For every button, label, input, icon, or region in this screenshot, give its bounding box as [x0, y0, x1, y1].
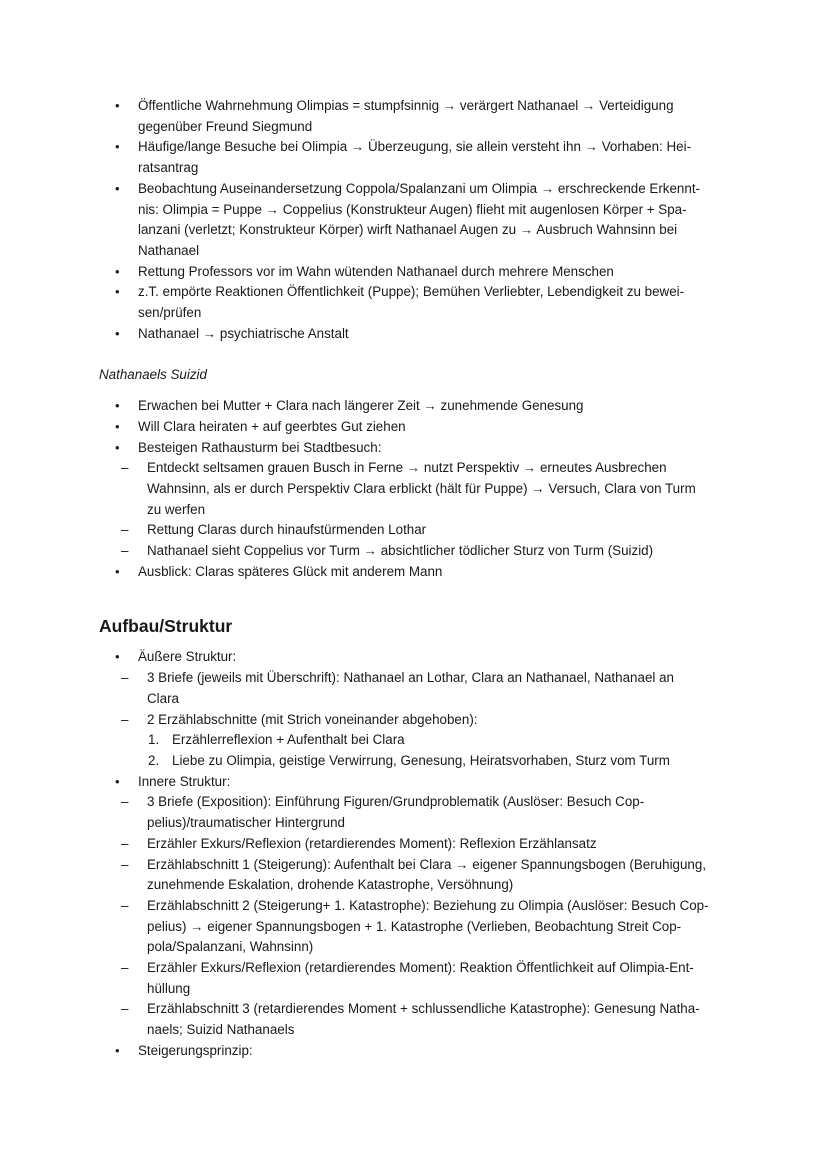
dash-marker: – — [121, 711, 129, 727]
list-item: • Besteigen Rathausturm bei Stadtbesuch: — [0, 438, 828, 459]
section-heading-suizid: Nathanaels Suizid — [99, 367, 207, 383]
sub-list-item: – Nathanael sieht Coppelius vor Turm → absichtlicher tödlicher Sturz von Turm (Suizid) — [0, 541, 828, 562]
bullet-marker: • — [115, 1042, 120, 1058]
list-item: • Rettung Professors vor im Wahn wütenden Nathanael durch mehrere Menschen — [0, 262, 828, 283]
sub-list-item: – 3 Briefe (jeweils mit Überschrift): Nathanael an Lothar, Clara an Nathanael, Nathanael an — [0, 668, 828, 689]
bullet-marker: • — [115, 398, 120, 414]
bullet-marker: • — [115, 773, 120, 789]
section-3-list — [0, 647, 828, 1061]
document-page — [0, 96, 828, 1062]
list-item: • Innere Struktur: — [0, 772, 828, 793]
dash-marker: – — [121, 960, 129, 976]
dash-marker: – — [121, 835, 129, 851]
bullet-marker: • — [115, 418, 120, 434]
section-2-list — [0, 396, 828, 582]
dash-marker: – — [121, 670, 129, 686]
bullet-marker: • — [115, 284, 120, 300]
sub-list-item-continuation: zu werfen — [147, 501, 206, 517]
list-item-continuation: lanzani (verletzt; Konstrukteur Körper) wirft Nathanael Augen zu → Ausbruch Wahnsinn bei — [138, 222, 678, 238]
list-item: • Erwachen bei Mutter + Clara nach längerer Zeit → zunehmende Genesung — [0, 396, 828, 417]
list-item-continuation: nis: Olimpia = Puppe → Coppelius (Konstrukteur Augen) flieht mit augenlosen Körper + Spa- — [138, 201, 687, 217]
bullet-marker: • — [115, 180, 120, 196]
sub-list-item-continuation: pelius)/traumatischer Hintergrund — [147, 815, 345, 831]
sub-list-item: – Erzählabschnitt 2 (Steigerung+ 1. Katastrophe): Beziehung zu Olimpia (Auslöser: Besuch Cop- — [0, 896, 828, 917]
sub-list-item: – 3 Briefe (Exposition): Einführung Figuren/Grundproblematik (Auslöser: Besuch Cop- — [0, 792, 828, 813]
list-item: • Häufige/lange Besuche bei Olimpia → Überzeugung, sie allein versteht ihn → Vorhaben: Hei- — [0, 137, 828, 158]
list-item-continuation: gegenüber Freund Siegmund — [138, 118, 313, 134]
list-item-continuation: Nathanael — [138, 242, 200, 258]
dash-marker: – — [121, 460, 129, 476]
dash-marker: – — [121, 856, 129, 872]
numbered-item: 2. Liebe zu Olimpia, geistige Verwirrung, Genesung, Heiratsvorhaben, Sturz vom Turm — [0, 751, 828, 772]
section-1-list — [0, 96, 828, 344]
number-marker: 1. — [148, 732, 160, 748]
sub-list-item-continuation: Clara — [147, 690, 179, 706]
list-item: • Ausblick: Claras späteres Glück mit anderem Mann — [0, 562, 828, 583]
bullet-marker: • — [115, 563, 120, 579]
sub-list-item: – Erzähler Exkurs/Reflexion (retardierendes Moment): Reaktion Öffentlichkeit auf Olimpia-Ent- — [0, 958, 828, 979]
dash-marker: – — [121, 522, 129, 538]
section-heading-aufbau: Aufbau/Struktur — [99, 616, 233, 637]
sub-list-item-continuation: pelius) → eigener Spannungsbogen + 1. Katastrophe (Verlieben, Beobachtung Streit Cop- — [147, 918, 682, 934]
list-item: • Öffentliche Wahrnehmung Olimpias = stumpfsinnig → verärgert Nathanael → Verteidigung — [0, 96, 828, 117]
sub-list-item: – 2 Erzählabschnitte (mit Strich voneinander abgehoben): — [0, 710, 828, 731]
list-item: • Steigerungsprinzip: — [0, 1041, 828, 1062]
list-item: • z.T. empörte Reaktionen Öffentlichkeit (Puppe); Bemühen Verliebter, Lebendigkeit zu bewei- — [0, 282, 828, 303]
bullet-marker: • — [115, 325, 120, 341]
sub-list-item: – Erzählabschnitt 1 (Steigerung): Aufenthalt bei Clara → eigener Spannungsbogen (Beruhigung, — [0, 855, 828, 876]
bullet-marker: • — [115, 263, 120, 279]
sub-list-item-continuation: Wahnsinn, als er durch Perspektiv Clara erblickt (hält für Puppe) → Versuch, Clara von Turm — [147, 480, 696, 496]
bullet-marker: • — [115, 98, 120, 113]
dash-marker: – — [121, 794, 129, 810]
sub-list-item: – Erzählabschnitt 3 (retardierendes Moment + schlussendliche Katastrophe): Genesung Natha- — [0, 999, 828, 1020]
list-item-continuation: sen/prüfen — [138, 305, 202, 321]
dash-marker: – — [121, 1001, 129, 1017]
list-item: • Will Clara heiraten + auf geerbtes Gut ziehen — [0, 417, 828, 438]
dash-marker: – — [121, 543, 129, 559]
sub-list-item-continuation: hüllung — [147, 980, 191, 996]
bullet-marker: • — [115, 139, 120, 155]
sub-list-item-continuation: pola/Spalanzani, Wahnsinn) — [147, 939, 314, 955]
list-item: • Äußere Struktur: — [0, 647, 828, 668]
list-item-continuation: ratsantrag — [138, 160, 199, 176]
bullet-marker: • — [115, 439, 120, 455]
bullet-marker: • — [115, 649, 120, 665]
sub-list-item: – Entdeckt seltsamen grauen Busch in Ferne → nutzt Perspektiv → erneutes Ausbrechen — [0, 458, 828, 479]
numbered-item: 1. Erzählerreflexion + Aufenthalt bei Clara — [0, 730, 828, 751]
sub-list-item-continuation: zunehmende Eskalation, drohende Katastrophe, Versöhnung) — [147, 877, 514, 893]
sub-list-item: – Rettung Claras durch hinaufstürmenden Lothar — [0, 520, 828, 541]
sub-list-item-continuation: naels; Suizid Nathanaels — [147, 1022, 295, 1038]
sub-list-item: – Erzähler Exkurs/Reflexion (retardierendes Moment): Reflexion Erzählansatz — [0, 834, 828, 855]
list-item: • Nathanael → psychiatrische Anstalt — [0, 324, 828, 345]
list-item: • Beobachtung Auseinandersetzung Coppola/Spalanzani um Olimpia → erschreckende Erkennt- — [0, 179, 828, 200]
number-marker: 2. — [148, 752, 160, 768]
dash-marker: – — [121, 897, 129, 913]
